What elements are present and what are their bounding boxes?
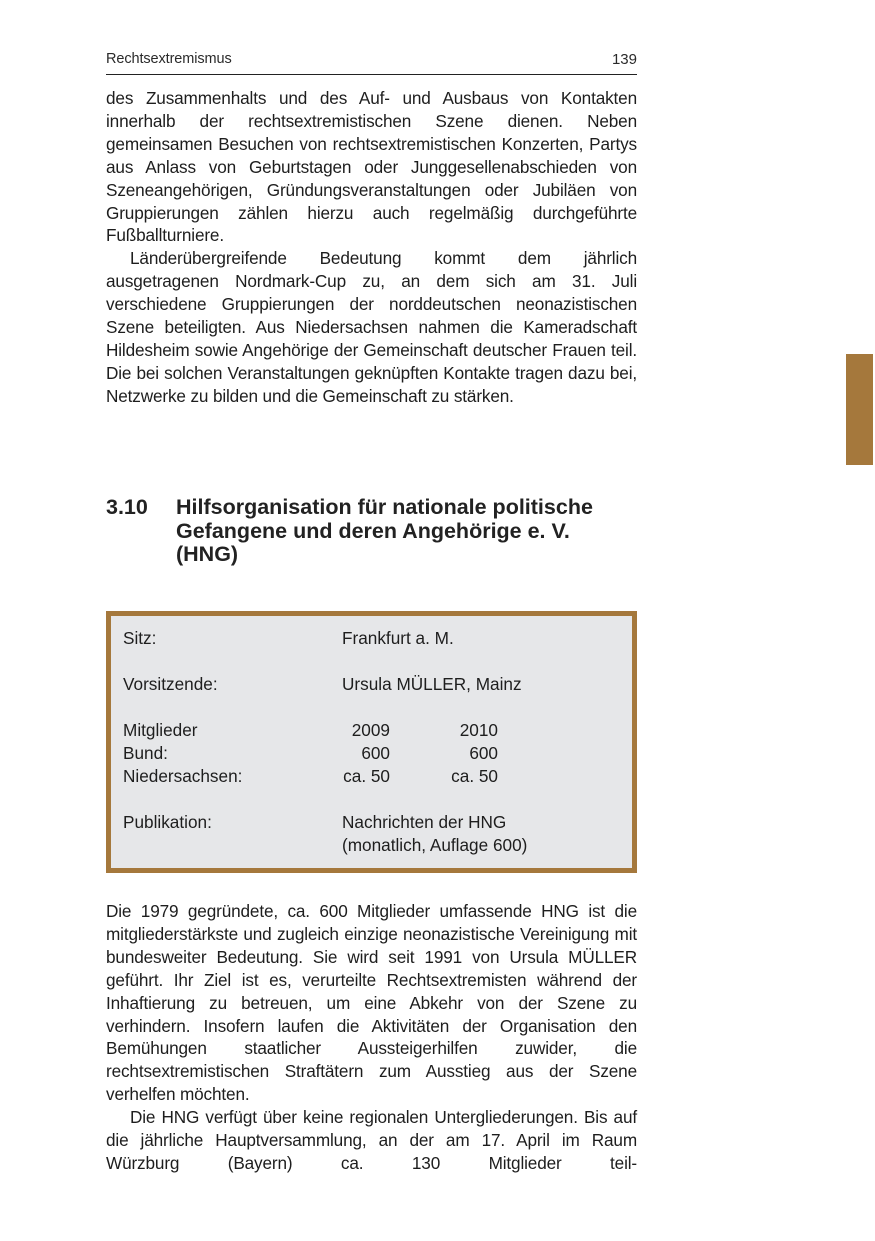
info-row-bund xyxy=(123,742,498,765)
sitz-value: Frankfurt a. M. xyxy=(342,628,454,648)
info-row-publikation xyxy=(123,811,527,857)
mitglieder-label: Mitglieder xyxy=(123,720,198,740)
paragraph: des Zusammenhalts und des Auf- und Ausbaus von Kontakten innerhalb der rechtsextremistischen Szene dienen. Neben gemeinsamen Besuchen von rechtsextremistischen Konzerten, Partys aus Anlass von Geburtstagen oder Junggesellenabschieden von Szeneangehörigen, Gründungsveranstaltungen oder Jubiläen von Gruppierungen zählen hierzu auch regelmäßig durchgeführte Fußballturniere. xyxy=(106,88,637,246)
page-number: 139 xyxy=(611,51,637,68)
bund-2010: 600 xyxy=(469,743,498,763)
niedersachsen-2009: ca. 50 xyxy=(343,766,390,786)
year-2009: 2009 xyxy=(351,720,390,740)
chapter-thumb-tab xyxy=(846,354,873,465)
niedersachsen-label: Niedersachsen: xyxy=(123,766,243,786)
info-row-vorsitzende xyxy=(123,673,522,696)
running-head-title: Rechtsextremismus xyxy=(106,51,232,67)
paragraph: Länderübergreifende Bedeutung kommt dem jährlich ausgetragenen Nordmark-Cup zu, an dem sich am 31. Juli verschiedene Gruppierungen der norddeutschen neonazistischen Szene beteiligten. Aus Niedersachsen nahmen die Kameradschaft Hildesheim sowie Angehörige der Gemeinschaft deutscher Frauen teil. Die bei solchen Veranstaltungen geknüpften Kontakte tragen dazu bei, Netzwerke zu bilden und die Gemeinschaft zu stärken. xyxy=(106,248,637,406)
running-head xyxy=(106,51,637,75)
bund-label: Bund: xyxy=(123,743,168,763)
info-row-niedersachsen xyxy=(123,765,498,788)
sitz-label: Sitz: xyxy=(123,628,157,648)
section-heading xyxy=(106,496,637,567)
vorsitzende-value: Ursula MÜLLER, Mainz xyxy=(342,674,522,694)
bund-2009: 600 xyxy=(361,743,390,763)
vorsitzende-label: Vorsitzende: xyxy=(123,674,218,694)
year-2010: 2010 xyxy=(459,720,498,740)
text-block-top xyxy=(106,87,637,408)
info-row-mitglieder-header xyxy=(123,719,498,742)
paragraph: Die HNG verfügt über keine regionalen Untergliederungen. Bis auf die jährliche Hauptversammlung, an der am 17. April im Raum Würzburg (Bayern) ca. 130 Mitglieder teil- xyxy=(106,1107,637,1173)
paragraph: Die 1979 gegründete, ca. 600 Mitglieder umfassende HNG ist die mitgliederstärkste und zugleich einzige neonazistische Vereinigung mit bundesweiter Bedeutung. Sie wird seit 1991 von Ursula MÜLLER geführt. Ihr Ziel ist es, verurteilte Rechtsextremisten während der Inhaftierung zu betreuen, um eine Abkehr von der Szene zu verhindern. Insofern laufen die Aktivitäten der Organisation den Bemühungen staatlicher Aussteigerhilfen zuwider, die rechtsextremistischen Straftätern zum Ausstieg aus der Szene verhelfen möchten. xyxy=(106,901,637,1105)
info-row-sitz xyxy=(123,627,454,650)
publikation-details: (monatlich, Auflage 600) xyxy=(342,835,528,855)
publikation-label: Publikation: xyxy=(123,812,212,832)
section-title: Hilfsorganisation für nationale politische Gefangene und deren Angehörige e. V. (HNG) xyxy=(176,495,593,566)
niedersachsen-2010: ca. 50 xyxy=(451,766,498,786)
text-block-bottom xyxy=(106,900,637,1175)
section-number: 3.10 xyxy=(106,495,148,519)
organization-fact-box xyxy=(106,611,637,873)
publikation-title: Nachrichten der HNG xyxy=(342,812,507,832)
